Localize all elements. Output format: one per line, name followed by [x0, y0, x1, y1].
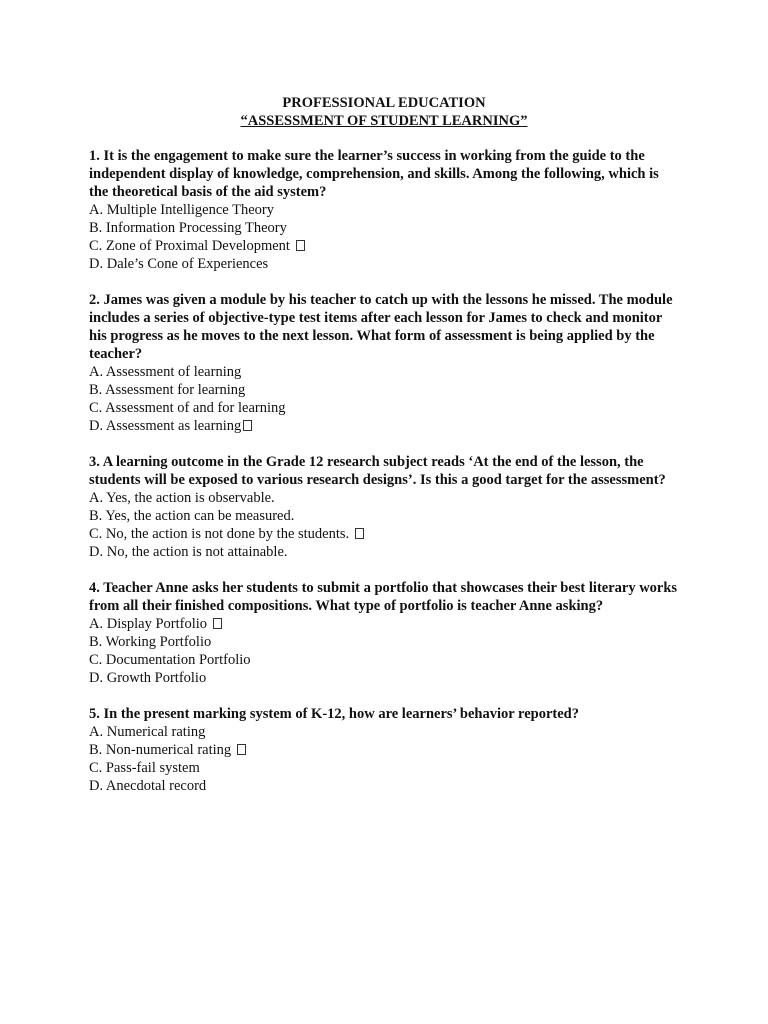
question-text: 3. A learning outcome in the Grade 12 research subject reads ‘At the end of the lesson, the students will be exposed to various research designs’. Is this a good target for the assessment? — [89, 454, 666, 488]
option-d — [89, 669, 679, 687]
question-text: 1. It is the engagement to make sure the learner’s success in working from the guide to the independent display of knowledge, comprehension, and skills. Among the following, which is the theoretical basis of the aid system? — [89, 148, 659, 200]
option-b — [89, 633, 679, 651]
answer-mark-icon — [243, 420, 252, 431]
answer-mark-icon — [237, 744, 246, 755]
option-label: D. Dale’s Cone of Experiences — [89, 256, 269, 272]
option-c — [89, 759, 679, 777]
option-c — [89, 237, 679, 255]
answer-mark-icon — [355, 528, 364, 539]
option-label: B. Yes, the action can be measured. — [89, 508, 295, 524]
option-label: A. Numerical rating — [89, 724, 206, 740]
option-a — [89, 723, 679, 741]
option-label: B. Non-numerical rating — [89, 742, 232, 758]
option-label: C. Pass-fail system — [89, 760, 200, 776]
option-b — [89, 219, 679, 237]
option-label: B. Information Processing Theory — [89, 220, 287, 236]
option-label: C. Assessment of and for learning — [89, 400, 286, 416]
option-label: C. No, the action is not done by the students. — [89, 526, 350, 542]
question-text: 4. Teacher Anne asks her students to submit a portfolio that showcases their best literary works from all their finished compositions. What type of portfolio is teacher Anne asking? — [89, 580, 678, 614]
option-label: D. Assessment as learning — [89, 418, 242, 434]
question-text: 5. In the present marking system of K-12, how are learners’ behavior reported? — [89, 706, 579, 722]
option-d — [89, 255, 679, 273]
title-line-2: “ASSESSMENT OF STUDENT LEARNING” — [240, 113, 528, 129]
option-b — [89, 741, 679, 759]
option-b — [89, 507, 679, 525]
title-line-1: PROFESSIONAL EDUCATION — [282, 95, 486, 111]
option-a — [89, 363, 679, 381]
option-label: B. Assessment for learning — [89, 382, 246, 398]
option-c — [89, 399, 679, 417]
question-5 — [89, 705, 679, 795]
question-text: 2. James was given a module by his teacher to catch up with the lessons he missed. The module includes a series of objective-type test items after each lesson for James to check and monitor his progress as he moves to the next lesson. What form of assessment is being applied by the teacher? — [89, 292, 673, 362]
option-label: D. No, the action is not attainable. — [89, 544, 288, 560]
document-title — [89, 94, 679, 130]
answer-mark-icon — [296, 240, 305, 251]
option-d — [89, 543, 679, 561]
option-label: A. Assessment of learning — [89, 364, 242, 380]
option-label: B. Working Portfolio — [89, 634, 212, 650]
option-label: C. Zone of Proximal Development — [89, 238, 290, 254]
document-page — [89, 94, 679, 795]
option-a — [89, 615, 679, 633]
question-4 — [89, 579, 679, 687]
option-d — [89, 417, 679, 435]
option-label: A. Display Portfolio — [89, 616, 208, 632]
option-label: A. Multiple Intelligence Theory — [89, 202, 274, 218]
option-c — [89, 525, 679, 543]
option-a — [89, 201, 679, 219]
option-b — [89, 381, 679, 399]
option-a — [89, 489, 679, 507]
option-d — [89, 777, 679, 795]
option-label: C. Documentation Portfolio — [89, 652, 251, 668]
option-label: A. Yes, the action is observable. — [89, 490, 275, 506]
option-label: D. Anecdotal record — [89, 778, 207, 794]
option-c — [89, 651, 679, 669]
question-3 — [89, 453, 679, 561]
answer-mark-icon — [213, 618, 222, 629]
option-label: D. Growth Portfolio — [89, 670, 207, 686]
question-2 — [89, 291, 679, 435]
question-1 — [89, 147, 679, 273]
